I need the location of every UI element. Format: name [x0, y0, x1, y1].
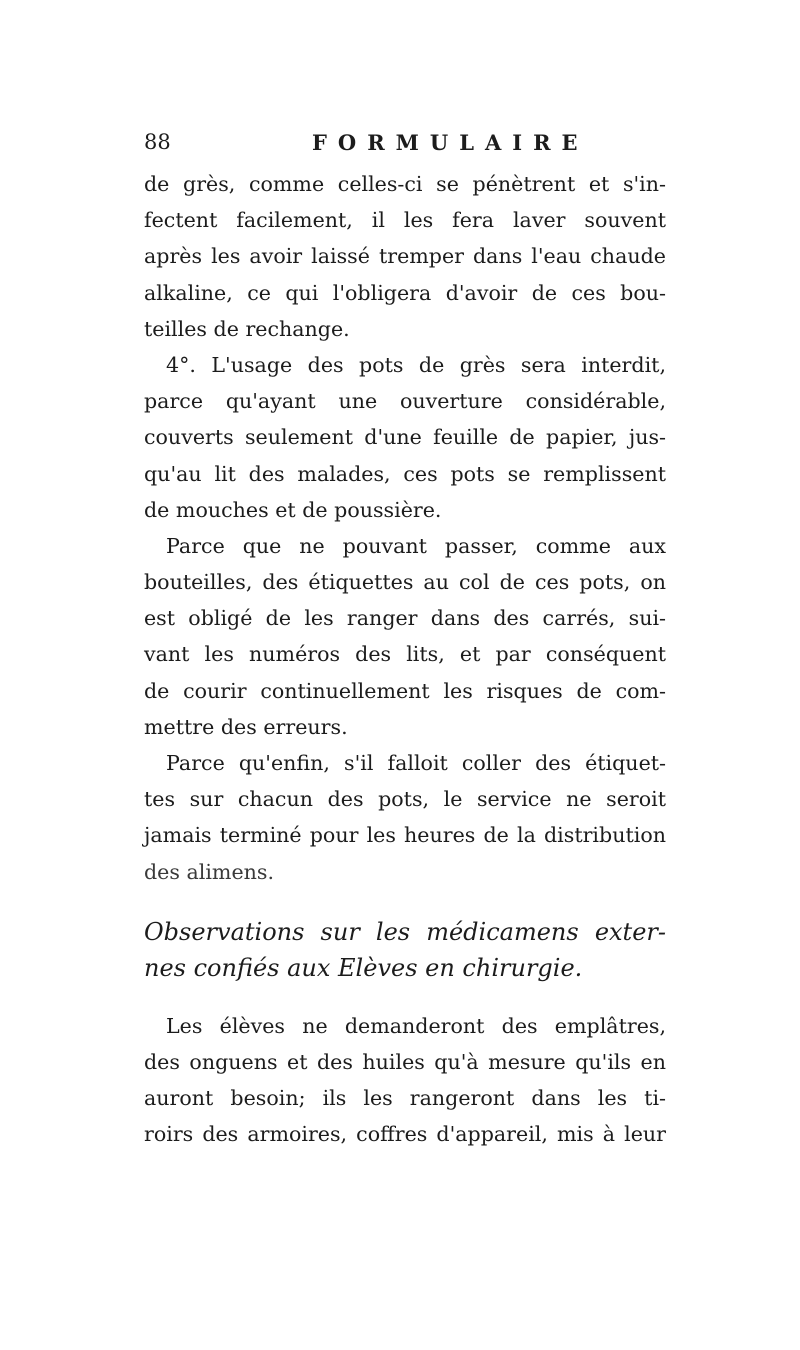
text-line: teilles de rechange. [144, 316, 350, 341]
text-line: est obligé de les ranger dans des carrés, sui- [144, 606, 666, 631]
text-line: Les élèves ne demanderont des emplâtres, [166, 1013, 666, 1038]
text-line: roirs des armoires, coffres d'appareil, mis à leur [144, 1122, 666, 1147]
paragraph-4 [144, 745, 666, 890]
text-line: de courir continuellement les risques de com- [144, 678, 666, 703]
paragraph-1 [144, 166, 666, 347]
paragraph-5 [144, 1008, 666, 1153]
text-line: 4°. L'usage des pots de grès sera interdit, [166, 352, 666, 377]
section-title-line: nes confiés aux Elèves en chirurgie. [144, 953, 583, 982]
text-line: après les avoir laissé tremper dans l'eau chaude [144, 244, 666, 269]
text-line: de grès, comme celles-ci se pénètrent et s'in- [144, 172, 666, 196]
text-line: jamais terminé pour les heures de la distribution [144, 823, 666, 848]
text-line: bouteilles, des étiquettes au col de ces pots, on [144, 570, 666, 595]
text-line: qu'au lit des malades, ces pots se remplissent [144, 461, 666, 486]
running-title: FORMULAIRE [312, 130, 589, 155]
paragraph-3 [144, 528, 666, 745]
paragraph-2 [144, 347, 666, 528]
text-line: Parce qu'enfin, s'il falloit coller des étiquet- [166, 751, 666, 775]
section-heading [144, 914, 666, 986]
section-title-line: Observations sur les médicamens exter- [144, 917, 666, 946]
text-line: couverts seulement d'une feuille de papier, jus- [144, 425, 666, 450]
text-line: auront besoin; ils les rangeront dans les ti- [144, 1086, 666, 1111]
text-line: vant les numéros des lits, et par conséquent [144, 642, 666, 667]
text-line: tes sur chacun des pots, le service ne seroit [144, 787, 666, 812]
text-line: Parce que ne pouvant passer, comme aux [166, 533, 666, 558]
text-line: de mouches et de poussière. [144, 497, 442, 522]
spacer [144, 890, 666, 914]
text-line: parce qu'ayant une ouverture considérable, [144, 389, 666, 414]
running-head [144, 130, 664, 164]
page-number: 88 [144, 130, 171, 154]
text-line: des alimens. [144, 859, 275, 884]
body-text [144, 166, 666, 1153]
text-line: alkaline, ce qui l'obligera d'avoir de ces bou- [144, 280, 666, 305]
spacer [144, 986, 666, 1008]
text-line: des onguens et des huiles qu'à mesure qu'ils en [144, 1049, 666, 1074]
text-line: fectent facilement, il les fera laver souvent [144, 208, 666, 233]
text-line: mettre des erreurs. [144, 714, 348, 739]
